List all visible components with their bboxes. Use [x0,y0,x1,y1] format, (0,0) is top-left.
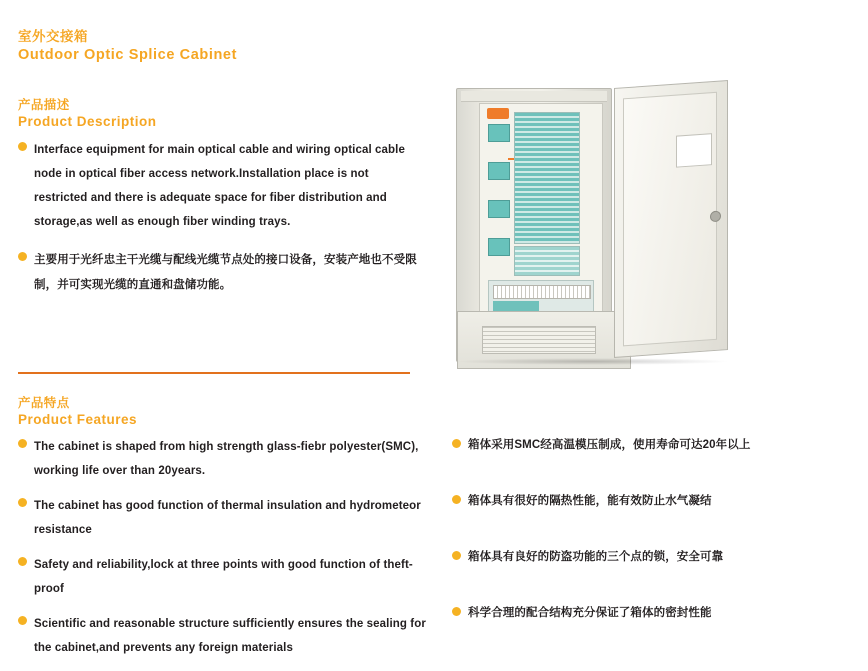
page-title-cn: 室外交接箱 [18,29,88,44]
bullet-dot-icon [452,439,461,448]
bullet-dot-icon [452,495,461,504]
product-feature-cn-2: 箱体具有很好的隔热性能，能有效防止水气凝结 [468,495,712,507]
product-description-list [18,138,418,312]
product-feature-cn-4: 科学合理的配合结构充分保证了箱体的密封性能 [468,607,712,619]
product-features-list-cn [452,435,852,659]
bullet-dot-icon [18,439,27,448]
product-description-heading-en: Product Description [18,114,157,129]
list-item [452,603,852,623]
terminal-strip [493,285,591,299]
product-description-item-2: 主要用于光纤忠主干光缆与配线光缆节点处的接口设备，安装产地也不受限制，并可实现光缆的直通和盘储功能。 [34,254,417,291]
product-feature-cn-1: 箱体采用SMC经高温模压制成，使用寿命可达20年以上 [468,439,751,451]
list-item [18,494,430,542]
product-features-list-en [18,435,430,671]
product-features-heading-cn: 产品特点 [18,396,70,410]
cabinet-top [461,91,607,102]
cabinet-body [456,88,612,362]
page-title-en: Outdoor Optic Splice Cabinet [18,47,238,63]
list-item [18,248,418,298]
ventilation-grille [482,326,596,354]
fiber-tray-rack-lower [514,246,580,276]
bullet-dot-icon [452,551,461,560]
list-item [18,612,430,660]
photo-shadow [454,358,730,365]
bullet-dot-icon [18,616,27,625]
list-item [18,138,418,234]
product-features-heading-en: Product Features [18,412,138,427]
product-photo-image [448,82,848,372]
bullet-dot-icon [18,557,27,566]
section-divider [18,372,410,374]
page-title [18,28,237,65]
cabinet-interior [479,103,603,323]
product-feature-cn-3: 箱体具有良好的防盗功能的三个点的锁，安全可靠 [468,551,724,563]
cabinet-door-panel [623,92,717,347]
product-features-heading [18,395,137,429]
splice-tray [488,200,510,218]
terminal-block [493,301,539,311]
orange-clamp [487,108,509,119]
splice-tray [488,124,510,142]
list-item [452,491,852,511]
product-photo [448,82,848,372]
splice-tray [488,162,510,180]
door-lock-icon [710,211,721,223]
product-feature-en-2: The cabinet has good function of thermal insulation and hydrometeor resistance [34,500,421,536]
product-description-heading [18,97,157,131]
fiber-tray-rack-upper [514,112,580,244]
bullet-dot-icon [18,498,27,507]
product-description-heading-cn: 产品描述 [18,98,70,112]
cabinet-door [614,80,728,358]
product-feature-en-1: The cabinet is shaped from high strength glass-fiebr polyester(SMC), working life over than 20years. [34,441,419,477]
bullet-dot-icon [18,142,27,151]
list-item [18,435,430,483]
product-feature-en-3: Safety and reliability,lock at three points with good function of theft-proof [34,559,413,595]
bullet-dot-icon [18,252,27,261]
bullet-dot-icon [452,607,461,616]
product-description-item-1: Interface equipment for main optical cable and wiring optical cable node in optical fiber access network.Installation place is not restricted and there is adequate space for fiber distribution and storage,as well as enough fiber winding trays. [34,144,405,228]
door-label-plate [676,133,712,168]
list-item [452,547,852,567]
list-item [18,553,430,601]
list-item [452,435,852,455]
product-feature-en-4: Scientific and reasonable structure sufficiently ensures the sealing for the cabinet,and prevents any foreign materials [34,618,426,654]
splice-tray [488,238,510,256]
